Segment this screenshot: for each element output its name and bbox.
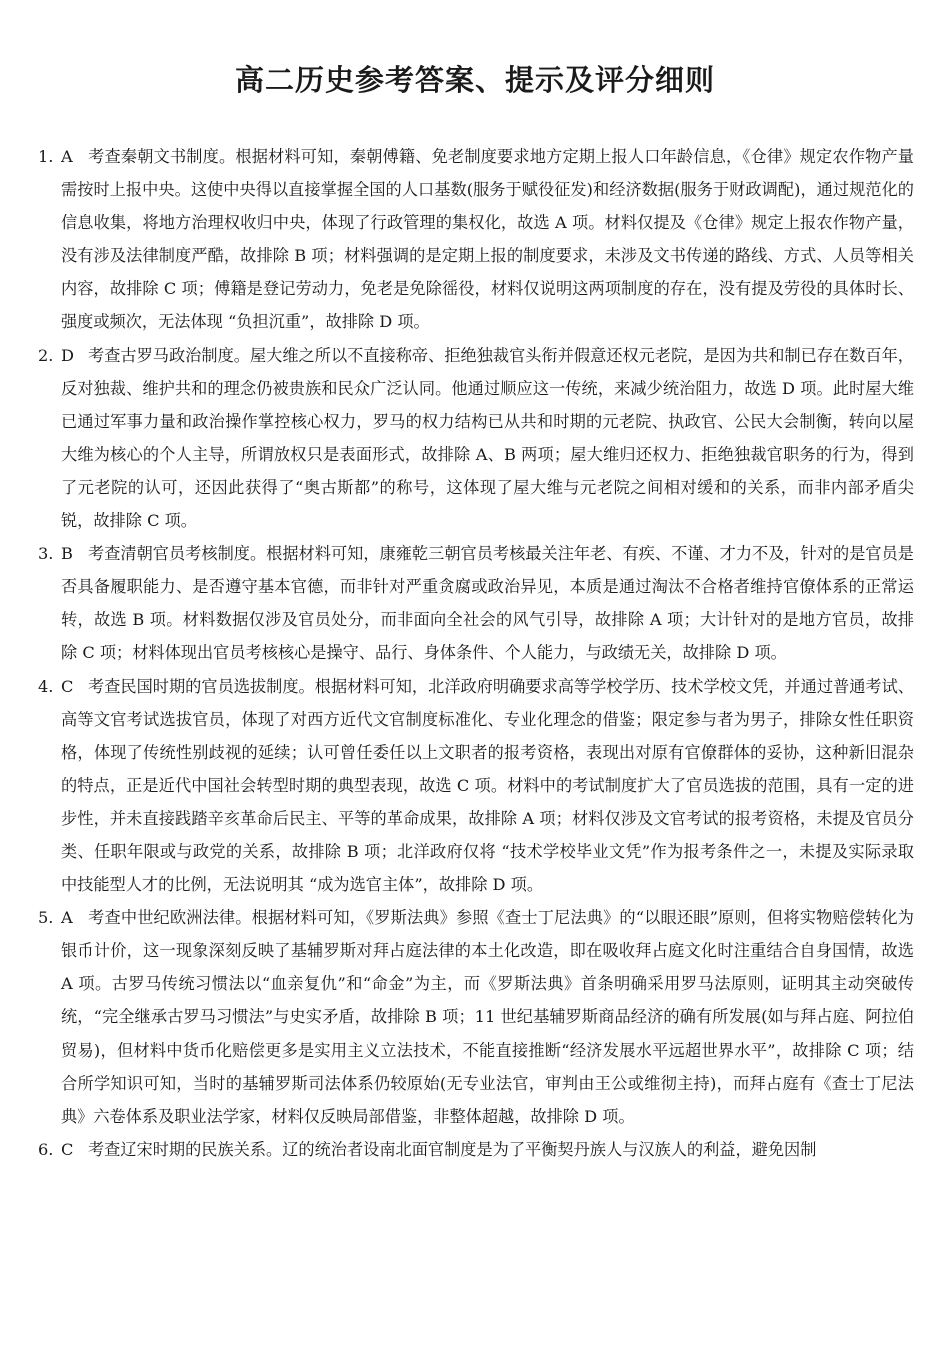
item-number: 4. (38, 676, 54, 696)
answer-item-3 (38, 537, 914, 669)
page-title: 高二历史参考答案、提示及评分细则 (234, 63, 715, 97)
item-explanation: 考查秦朝文书制度。根据材料可知，秦朝傅籍、免老制度要求地方定期上报人口年龄信息，《仓律》规定农作物产量需按时上报中央。这使中央得以直接掌握全国的人口基数(服务于赋役征发)和经济数据(服务于财政调配)，通过规范化的信息收集，将地方治理权收归中央，体现了行政管理的集权化，故选 A 项。材料仅提及《仓律》规定上报农作物产量，没有涉及法律制度严酷，故排除 B 项；材料强调的是定期上报的制度要求，未涉及文书传递的路线、方式、人员等相关内容，故排除 C 项；傅籍是登记劳动力，免老是免除徭役，材料仅说明这两项制度的存在，没有提及劳役的具体时长、强度或频次，无法体现 “负担沉重”，故排除 D 项。 (61, 147, 914, 332)
answer-list (38, 140, 914, 1166)
item-explanation: 考查中世纪欧洲法律。根据材料可知，《罗斯法典》参照《查士丁尼法典》的“以眼还眼”原则，但将实物赔偿转化为银币计价，这一现象深刻反映了基辅罗斯对拜占庭法律的本土化改造，即在吸收拜占庭文化时注重结合自身国情，故选 A 项。古罗马传统习惯法以“血亲复仇”和“命金”为主，而《罗斯法典》首条明确采用罗马法原则，证明其主动突破传统，“完全继承古罗马习惯法”与史实矛盾，故排除 B 项；11 世纪基辅罗斯商品经济的确有所发展(如与拜占庭、阿拉伯贸易)，但材料中货币化赔偿更多是实用主义立法技术，不能直接推断“经济发展水平远超世界水平”，故排除 C 项；结合所学知识可知，当时的基辅罗斯司法体系仍较原始(无专业法官，审判由王公或维彻主持)，而拜占庭有《查士丁尼法典》六卷体系及职业法学家，材料仅反映局部借鉴，非整体超越，故排除 D 项。 (61, 908, 914, 1126)
item-answer-letter: D (61, 345, 74, 365)
item-answer-letter: B (61, 544, 73, 564)
item-answer-letter: C (61, 676, 74, 696)
item-explanation: 考查古罗马政治制度。屋大维之所以不直接称帝、拒绝独裁官头衔并假意还权元老院，是因为共和制已存在数百年，反对独裁、维护共和的理念仍被贵族和民众广泛认同。他通过顺应这一传统，来减少统治阻力，故选 D 项。此时屋大维已通过军事力量和政治操作掌控核心权力，罗马的权力结构已从共和时期的元老院、执政官、公民大会制衡，转向以屋大维为核心的个人主导，所谓放权只是表面形式，故排除 A、B 两项；屋大维归还权力、拒绝独裁官职务的行为，得到了元老院的认可，还因此获得了“奥古斯都”的称号，这体现了屋大维与元老院之间相对缓和的关系，而非内部矛盾尖锐，故排除 C 项。 (61, 345, 914, 531)
item-number: 3. (38, 544, 54, 564)
item-explanation: 考查民国时期的官员选拔制度。根据材料可知，北洋政府明确要求高等学校学历、技术学校文凭，并通过普通考试、高等文官考试选拔官员，体现了对西方近代文官制度标准化、专业化理念的借鉴；限定参与者为男子，排除女性任职资格，体现了传统性别歧视的延续；认可曾任委任以上文职者的报考资格，表现出对原有官僚群体的妥协，这种新旧混杂的特点，正是近代中国社会转型时期的典型表现，故选 C 项。材料中的考试制度扩大了官员选拔的范围，具有一定的进步性，并未直接践踏辛亥革命后民主、平等的革命成果，故排除 A 项；材料仅涉及文官考试的报考资格，未提及官员分类、任职年限或与政党的关系，故排除 B 项；北洋政府仅将 “技术学校毕业文凭”作为报考条件之一，未提及实际录取中技能型人才的比例，无法说明其 “成为选官主体”，故排除 D 项。 (61, 676, 914, 895)
item-number: 1. (38, 147, 54, 166)
answer-item-6 (38, 1133, 914, 1166)
answer-item-1 (38, 140, 914, 339)
item-number: 5. (38, 908, 54, 928)
item-explanation: 考查清朝官员考核制度。根据材料可知，康雍乾三朝官员考核最关注年老、有疾、不谨、才力不及，针对的是官员是否具备履职能力、是否遵守基本官德，而非针对严重贪腐或政治异见，本质是通过淘汰不合格者维持官僚体系的正常运转，故选 B 项。材料数据仅涉及官员处分，而非面向全社会的风气引导，故排除 A 项；大计针对的是地方官员，故排除 C 项；材料体现出官员考核核心是操守、品行、身体条件、个人能力，与政绩无关，故排除 D 项。 (61, 544, 914, 663)
item-explanation: 考查辽宋时期的民族关系。辽的统治者设南北面官制度是为了平衡契丹族人与汉族人的利益，避免因制 (88, 1139, 817, 1159)
answer-item-5 (38, 901, 914, 1133)
item-answer-letter: A (61, 147, 73, 166)
answer-item-4 (38, 670, 914, 902)
answer-item-2 (38, 339, 914, 538)
item-answer-letter: A (61, 908, 73, 928)
item-number: 2. (38, 345, 54, 365)
item-answer-letter: C (61, 1139, 74, 1159)
item-number: 6. (38, 1139, 54, 1159)
